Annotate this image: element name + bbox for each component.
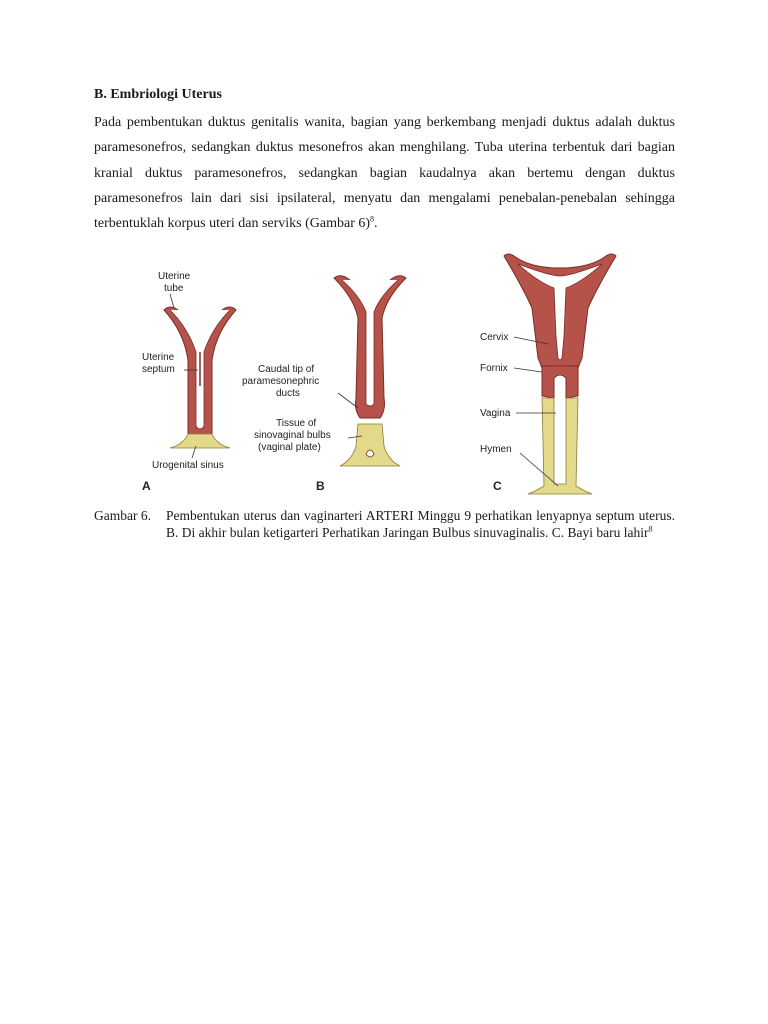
caption-number: Gambar 6.	[94, 508, 151, 523]
panel-a-diagram	[142, 271, 236, 493]
label-urogenital-sinus: Urogenital sinus	[152, 460, 224, 471]
label-fornix: Fornix	[480, 363, 508, 374]
panel-c-vagina	[528, 398, 592, 494]
panel-c-diagram	[480, 254, 616, 494]
caption-reference: 8	[648, 524, 653, 534]
paragraph-reference: 8	[370, 214, 375, 224]
figure-illustration	[130, 248, 640, 498]
label-tissue-3: (vaginal plate)	[258, 442, 321, 453]
panel-a-urogenital-sinus	[170, 434, 230, 448]
embryology-figure	[130, 248, 640, 498]
label-uterine-tube-2: tube	[164, 283, 184, 294]
label-tissue-2: sinovaginal bulbs	[254, 430, 331, 441]
panel-c-leader-fornix	[514, 368, 542, 372]
panel-b-diagram	[242, 276, 406, 493]
label-caudal-tip-3: ducts	[276, 388, 300, 399]
panel-letter-a: A	[142, 479, 151, 493]
panel-b-leader-caudal	[338, 393, 358, 408]
panel-b-vaginal-plate	[340, 424, 400, 466]
label-tissue-1: Tissue of	[276, 418, 317, 429]
panel-c-cervix	[542, 366, 578, 398]
label-hymen: Hymen	[480, 444, 512, 455]
label-caudal-tip-1: Caudal tip of	[258, 364, 315, 375]
label-cervix: Cervix	[480, 332, 509, 343]
paragraph-end: .	[374, 216, 378, 232]
caption-text: Pembentukan uterus dan vaginarteri ARTERI Minggu 9 perhatikan lenyapnya septum uterus. B. Di akhir bulan ketigarteri Perhatikan Jaringan Bulbus sinuvaginalis. C. Bayi baru lahir	[166, 508, 675, 540]
panel-letter-c: C	[493, 479, 502, 493]
label-uterine-septum-1: Uterine	[142, 352, 175, 363]
paragraph-text: Pada pembentukan duktus genitalis wanita, bagian yang berkembang menjadi duktus adalah duktus paramesonefros, sedangkan duktus mesonefros akan menghilang. Tuba uterina terbentuk dari bagian kranial duktus paramesonefros, sedangkan bagian kaudalnya akan bertemu dengan duktus paramesonefros lain dari sisi ipsilateral, menyatu dan mengalami penebalan-penebalan sehingga terbentuklah korpus uteri dan serviks (Gambar 6)	[94, 115, 675, 232]
caption-body	[166, 507, 675, 541]
panel-a-leader-tube	[170, 294, 174, 308]
panel-letter-b: B	[316, 479, 325, 493]
body-paragraph	[94, 110, 675, 236]
section-heading: B. Embriologi Uterus	[94, 87, 222, 102]
label-uterine-septum-2: septum	[142, 364, 175, 375]
label-vagina: Vagina	[480, 408, 511, 419]
label-uterine-tube-1: Uterine	[158, 271, 191, 282]
label-caudal-tip-2: paramesonephric	[242, 376, 320, 387]
